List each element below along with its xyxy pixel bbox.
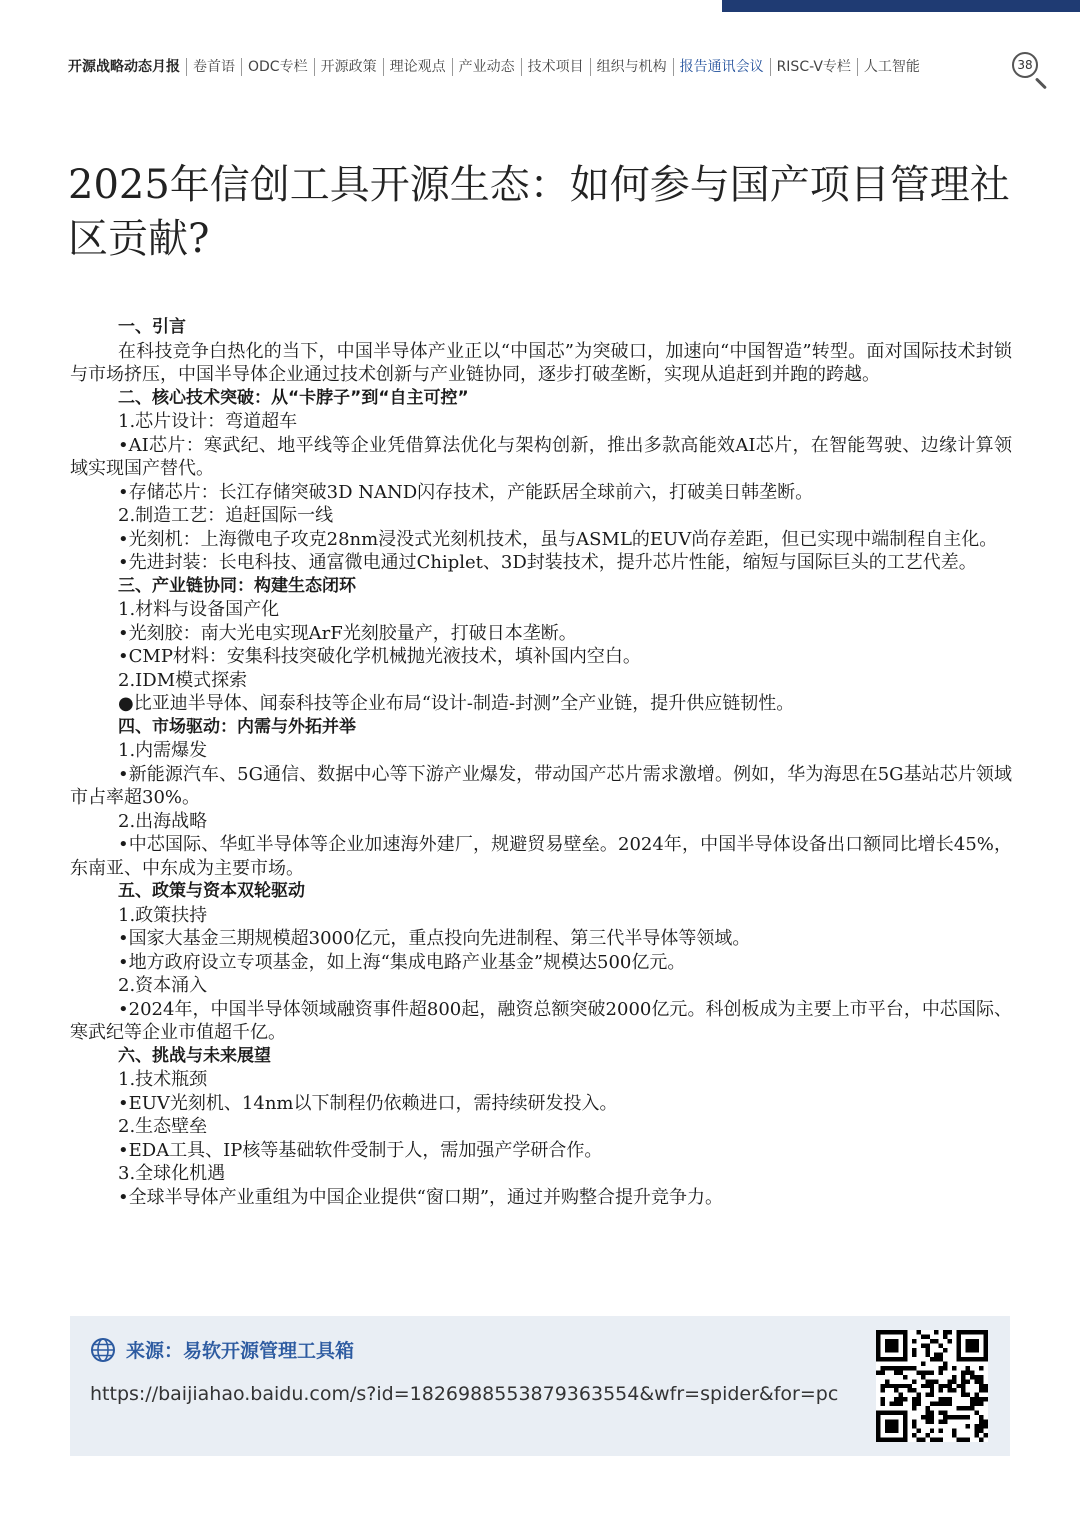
globe-icon xyxy=(90,1337,116,1363)
nav-item[interactable]: 人工智能 xyxy=(857,58,926,76)
source-title xyxy=(90,1336,354,1363)
section-nav xyxy=(68,56,926,78)
article-title: 2025年信创工具开源生态：如何参与国产项目管理社区贡献? xyxy=(68,162,1010,262)
nav-item[interactable]: 报告通讯会议 xyxy=(673,58,770,76)
body-paragraph: •存储芯片：长江存储突破3D NAND闪存技术，产能跃居全球前六，打破美日韩垄断。 xyxy=(118,481,814,503)
body-paragraph: 1.芯片设计：弯道超车 xyxy=(118,411,298,432)
magnifier-handle-icon xyxy=(1035,77,1047,89)
section-heading: 五、政策与资本双轮驱动 xyxy=(118,881,305,901)
body-paragraph: •国家大基金三期规模超3000亿元，重点投向先进制程、第三代半导体等领域。 xyxy=(118,928,751,949)
nav-item[interactable]: 组织与机构 xyxy=(590,58,673,76)
page-number: 38 xyxy=(1012,52,1038,78)
section-heading: 一、引言 xyxy=(118,317,186,337)
body-paragraph: 在科技竞争白热化的当下，中国半导体产业正以“中国芯”为突破口，加速向“中国智造”转型。面对国际技术封锁与市场挤压，中国半导体企业通过技术创新与产业链协同，逐步打破垄断，实现从追赶到并跑的跨越。 xyxy=(70,340,1012,385)
body-paragraph: 1.技术瓶颈 xyxy=(118,1069,208,1090)
page-number-badge xyxy=(1012,52,1052,92)
nav-item[interactable]: 卷首语 xyxy=(186,58,241,76)
section-heading: 二、核心技术突破：从“卡脖子”到“自主可控” xyxy=(118,387,469,408)
nav-item[interactable]: 技术项目 xyxy=(521,58,590,76)
body-paragraph: •先进封装：长电科技、通富微电通过Chiplet、3D封装技术，提升芯片性能，缩短与国际巨头的工艺代差。 xyxy=(118,552,977,573)
body-paragraph: •光刻胶：南大光电实现ArF光刻胶量产，打破日本垄断。 xyxy=(118,622,577,644)
body-paragraph: •全球半导体产业重组为中国企业提供“窗口期”，通过并购整合提升竞争力。 xyxy=(118,1186,724,1208)
body-paragraph: 3.全球化机遇 xyxy=(118,1163,226,1184)
body-paragraph: 1.材料与设备国产化 xyxy=(118,599,280,620)
qr-code-icon xyxy=(876,1330,988,1442)
body-paragraph: •EUV光刻机、14nm以下制程仍依赖进口，需持续研发投入。 xyxy=(118,1092,618,1114)
nav-item[interactable]: 开源政策 xyxy=(314,58,383,76)
body-paragraph: 1.内需爆发 xyxy=(118,740,208,761)
section-heading: 三、产业链协同：构建生态闭环 xyxy=(118,575,356,596)
body-paragraph: 1.政策扶持 xyxy=(118,904,208,926)
body-paragraph: 2.资本涌入 xyxy=(118,975,208,996)
body-paragraph: •AI芯片：寒武纪、地平线等企业凭借算法优化与架构创新，推出多款高能效AI芯片，在智能驾驶、边缘计算领域实现国产替代。 xyxy=(70,434,1012,479)
source-label: 来源：易软开源管理工具箱 xyxy=(126,1340,355,1362)
section-heading: 四、市场驱动：内需与外拓并举 xyxy=(118,716,356,737)
body-paragraph: 2.出海战略 xyxy=(118,810,208,832)
body-paragraph: •CMP材料：安集科技突破化学机械抛光液技术，填补国内空白。 xyxy=(118,646,641,667)
nav-item[interactable]: RISC-V专栏 xyxy=(770,58,857,76)
body-paragraph: •中芯国际、华虹半导体等企业加速海外建厂，规避贸易壁垒。2024年，中国半导体设备出口额同比增长45%，东南亚、中东成为主要市场。 xyxy=(70,834,1012,879)
section-heading: 六、挑战与未来展望 xyxy=(118,1045,271,1066)
body-paragraph: 2.制造工艺：追赶国际一线 xyxy=(118,505,334,526)
body-paragraph: •新能源汽车、5G通信、数据中心等下游产业爆发，带动国产芯片需求激增。例如，华为海思在5G基站芯片领域市占率超30%。 xyxy=(70,763,1012,808)
body-paragraph: 2.生态壁垒 xyxy=(118,1116,208,1137)
nav-item[interactable]: 理论观点 xyxy=(383,58,452,76)
source-url-link[interactable]: https://baijiahao.baidu.com/s?id=1826988553879363554&wfr=spider&for=pc xyxy=(90,1383,839,1405)
source-box xyxy=(70,1316,1010,1456)
body-paragraph: ●比亚迪半导体、闻泰科技等企业布局“设计-制造-封测”全产业链，提升供应链韧性。 xyxy=(118,693,795,714)
top-accent-bar xyxy=(722,0,1080,12)
article-body xyxy=(70,316,1012,1209)
body-paragraph: •光刻机：上海微电子攻克28nm浸没式光刻机技术，虽与ASML的EUV尚存差距，但已实现中端制程自主化。 xyxy=(118,528,998,550)
body-paragraph: •2024年，中国半导体领域融资事件超800起，融资总额突破2000亿元。科创板成为主要上市平台，中芯国际、寒武纪等企业市值超千亿。 xyxy=(70,998,1012,1043)
nav-item[interactable]: 开源战略动态月报 xyxy=(68,59,180,75)
body-paragraph: •地方政府设立专项基金，如上海“集成电路产业基金”规模达500亿元。 xyxy=(118,951,686,973)
nav-item[interactable]: ODC专栏 xyxy=(241,58,314,76)
body-paragraph: 2.IDM模式探索 xyxy=(118,669,248,691)
nav-item[interactable]: 产业动态 xyxy=(452,58,521,76)
body-paragraph: •EDA工具、IP核等基础软件受制于人，需加强产学研合作。 xyxy=(118,1139,603,1161)
